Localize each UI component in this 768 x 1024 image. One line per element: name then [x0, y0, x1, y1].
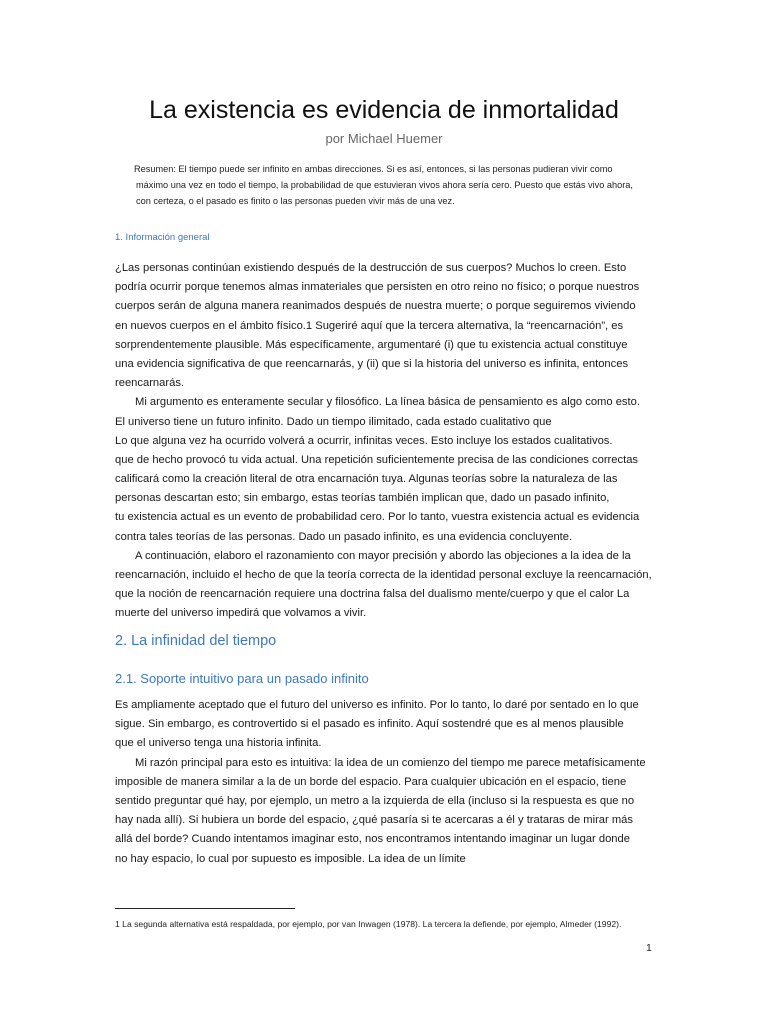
abstract-line: con certeza, o el pasado es finito o las personas pueden vivir más de una vez. — [136, 195, 455, 206]
paragraph-line: El universo tiene un futuro infinito. Dado un tiempo ilimitado, cada estado cualitativo que — [115, 415, 552, 428]
paragraph-line: tu existencia actual es un evento de probabilidad cero. Por lo tanto, vuestra existencia actual es evidencia — [115, 511, 640, 524]
paragraph-line: en nuevos cuerpos en el ámbito físico.1 Sugeriré aquí que la tercera alternativa, la “reencarnación”, es — [115, 319, 624, 332]
paragraph-line: contra tales teorías de las personas. Dado un pasado infinito, es una evidencia concluyente. — [115, 530, 573, 543]
paragraph-line: podría ocurrir porque tenemos almas inmateriales que persisten en otro reino no físico; o porque nuestros — [115, 281, 640, 294]
paragraph-line: que la noción de reencarnación requiere una doctrina falsa del dualismo mente/cuerpo y que el calor La — [115, 588, 630, 601]
abstract — [136, 162, 656, 209]
abstract-line: Resumen: El tiempo puede ser infinito en ambas direcciones. Si es así, entonces, si las personas pudieran vivir como — [134, 164, 613, 174]
paragraph-line: allá del borde? Cuando intentamos imaginar esto, nos encontramos intentando imaginar un lugar donde — [115, 833, 630, 846]
paragraph-line: Mi argumento es enteramente secular y filosófico. La línea básica de pensamiento es algo como esto. — [135, 396, 640, 409]
paragraph-line: hay nada allí). Si hubiera un borde del espacio, ¿qué pasaría si te acercaras a él y trataras de mirar más — [115, 814, 634, 827]
paragraph-line: reencarnarás. — [115, 377, 185, 390]
paragraph-line: cuerpos serán de alguna manera reanimados después de nuestra muerte; o porque seguiremos viviendo — [115, 300, 636, 313]
paragraph-line: sigue. Sin embargo, es controvertido si el pasado es infinito. Aquí sostendré que es al menos plausible — [115, 718, 624, 731]
paragraph-line: que el universo tenga una historia infinita. — [115, 737, 322, 750]
document-title: La existencia es evidencia de inmortalidad — [149, 96, 619, 124]
section-2-1-body — [115, 696, 675, 869]
page-number: 1 — [646, 942, 652, 954]
footnote: 1 La segunda alternativa está respaldada, por ejemplo, por van Inwagen (1978). La tercera la defiende, por ejemplo, Almeder (1992). — [115, 919, 622, 929]
section-heading-1: 1. Información general — [115, 232, 210, 243]
paragraph-line: calificará como la creación literal de otra encarnación tuya. Algunas teorías sobre la naturaleza de las — [115, 473, 618, 486]
section-heading-2-1: 2.1. Soporte intuitivo para un pasado infinito — [115, 671, 369, 686]
paragraph-line: reencarnación, incluido el hecho de que la teoría correcta de la identidad personal excluye la reencarnación, — [115, 569, 652, 581]
footnote-divider — [115, 908, 295, 909]
paragraph-line: que de hecho provocó tu vida actual. Una repetición suficientemente precisa de las condiciones correctas — [115, 453, 639, 466]
paragraph-line: sorprendentemente plausible. Más específicamente, argumentaré (i) que tu existencia actual constituye — [115, 338, 628, 351]
section-heading-2: 2. La infinidad del tiempo — [115, 633, 277, 649]
paragraph-line: muerte del universo impedirá que volvamos a vivir. — [115, 607, 367, 620]
paragraph-line: una evidencia significativa de que reencarnarás, y (ii) que si la historia del universo es infinita, entonces — [115, 357, 629, 370]
paragraph-line: A continuación, elaboro el razonamiento con mayor precisión y abordo las objeciones a la idea de la — [135, 549, 631, 562]
paragraph-line: Es ampliamente aceptado que el futuro del universo es infinito. Por lo tanto, lo daré por sentado en lo que — [115, 699, 639, 711]
paragraph-line: Mi razón principal para esto es intuitiva: la idea de un comienzo del tiempo me parece metafísicamente — [135, 756, 646, 769]
section-1-body — [115, 259, 675, 624]
paragraph-line: Lo que alguna vez ha ocurrido volverá a ocurrir, infinitas veces. Esto incluye los estados cualitativos. — [115, 434, 613, 447]
paragraph-line: imposible de manera similar a la de un borde del espacio. Para cualquier ubicación en el espacio, tiene — [115, 775, 627, 788]
abstract-line: máximo una vez en todo el tiempo, la probabilidad de que estuvieran vivos ahora sería cero. Puesto que estás vivo ahora, — [136, 179, 633, 190]
paragraph-line: sentido preguntar qué hay, por ejemplo, un metro a la izquierda de ella (incluso si la respuesta es que no — [115, 794, 635, 807]
paragraph-line: ¿Las personas continúan existiendo después de la destrucción de sus cuerpos? Muchos lo creen. Esto — [115, 262, 627, 274]
paragraph-line: personas descartan esto; sin embargo, estas teorías también implican que, dado un pasado infinito, — [115, 492, 610, 505]
paragraph-line: no hay espacio, lo cual por supuesto es imposible. La idea de un límite — [115, 852, 466, 865]
document-author: por Michael Huemer — [325, 131, 443, 146]
